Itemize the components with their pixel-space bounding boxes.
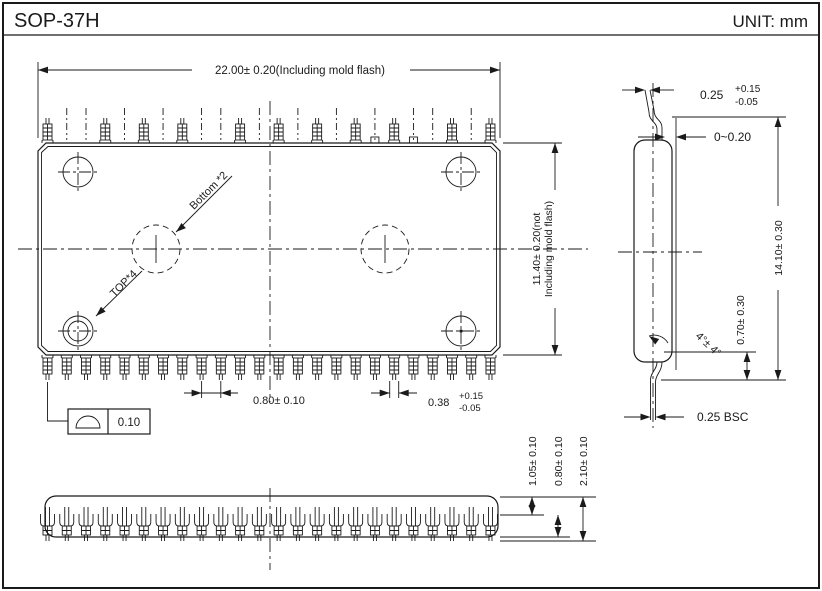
dim-text-front-overall: 2.10± 0.10 (578, 436, 590, 486)
lead (195, 507, 209, 541)
lead (387, 507, 401, 541)
pin (177, 355, 188, 380)
dim-text-front-upper: 1.05± 0.10 (527, 436, 539, 486)
dim-lead-angle (647, 330, 723, 359)
dim-lead-pitch (184, 381, 305, 407)
dim-text-lead-thickness-plus: +0.15 (735, 84, 761, 95)
pin (138, 118, 149, 143)
pin (138, 355, 149, 380)
pins-top-row (42, 108, 496, 143)
pin (177, 118, 188, 143)
pin (158, 355, 169, 380)
pin (350, 355, 361, 380)
pin (81, 355, 92, 380)
pin (312, 355, 323, 380)
lead (214, 507, 228, 541)
lead (156, 507, 170, 541)
pin (331, 355, 342, 380)
pin (408, 355, 419, 380)
lead (406, 507, 420, 541)
lead (98, 507, 112, 541)
pin (446, 355, 457, 380)
lead (329, 507, 343, 541)
lead (137, 507, 151, 541)
lead (349, 507, 363, 541)
lead (252, 507, 266, 541)
bottom-lead-outer (656, 362, 663, 420)
lead (175, 507, 189, 541)
pin (100, 118, 111, 143)
pin (196, 355, 207, 380)
lead (426, 507, 440, 541)
lead (291, 507, 305, 541)
dim-text-lead-width: 0.38 (428, 397, 450, 409)
pin (427, 355, 438, 380)
dim-text-overall-width: 22.00± 0.20(Including mold flash) (215, 65, 385, 77)
dim-lead-tip (624, 410, 749, 424)
dim-lead-width (371, 381, 483, 414)
lead (60, 507, 74, 541)
dim-text-lead-angle: 4°± 4° (692, 330, 724, 360)
front-view (41, 436, 597, 570)
lead (233, 507, 247, 541)
pin (466, 355, 477, 380)
top-view (18, 62, 588, 434)
bottom-lead-inner (651, 362, 658, 420)
pin (369, 355, 380, 380)
dim-text-foot-length: 0.70± 0.30 (735, 295, 747, 345)
pin (61, 355, 72, 380)
label-bottom-mark: Bottom *2 (187, 169, 231, 213)
dim-text-body-height-2: Including mold flash) (543, 200, 555, 298)
surface-profile-icon (76, 416, 100, 428)
dim-text-lead-thickness: 0.25 (700, 88, 724, 102)
lead (310, 507, 324, 541)
sheet-border (3, 3, 819, 588)
lead (368, 507, 382, 541)
title-block (3, 3, 819, 588)
pin (389, 118, 400, 143)
dim-text-standoff: 0~0.20 (714, 130, 752, 144)
lead (118, 507, 132, 541)
pin (215, 355, 226, 380)
flatness-value: 0.10 (117, 417, 141, 429)
lead (464, 507, 478, 541)
dim-overall-width (38, 62, 500, 138)
pin (42, 118, 53, 143)
pin (273, 118, 284, 143)
pin (235, 355, 246, 380)
corner-mark-top-right (441, 152, 481, 192)
pin (119, 355, 130, 380)
pin (485, 355, 496, 380)
dim-text-front-lower: 0.80± 0.10 (553, 436, 565, 486)
dim-lead-thickness (622, 84, 761, 108)
unit-label: UNIT: mm (732, 12, 808, 31)
lead (272, 507, 286, 541)
label-top-mark: TOP*4 (108, 268, 140, 300)
pin (254, 355, 265, 380)
dim-standoff (638, 130, 751, 144)
pin (485, 118, 496, 143)
pin (292, 355, 303, 380)
lead (445, 507, 459, 541)
pin (273, 355, 284, 380)
pin (350, 118, 361, 143)
dim-text-lead-tip: 0.25 BSC (697, 410, 749, 424)
top-lead-outer (650, 90, 662, 140)
dim-text-overall-height: 14.10± 0.30 (773, 220, 785, 276)
dim-text-body-height-1: 11.40± 0.20(not (531, 212, 543, 286)
pins-bottom-row (42, 355, 496, 380)
dim-text-lead-thickness-minus: -0.05 (735, 97, 758, 108)
corner-mark-top-left (58, 152, 98, 192)
corner-mark-bottom-right (441, 311, 481, 351)
pin (42, 355, 53, 380)
dim-overall-height (661, 117, 786, 380)
leader-bottom-mark (174, 170, 232, 235)
lead (79, 507, 93, 541)
pin (235, 118, 246, 143)
pin (312, 118, 323, 143)
leader-top-mark (94, 268, 142, 318)
flatness-control-frame (48, 382, 151, 434)
drawing-title: SOP-37H (14, 10, 100, 32)
front-leads-row (41, 507, 498, 541)
pin (100, 355, 111, 380)
side-view (618, 83, 786, 428)
dim-front-heights (500, 436, 596, 541)
pin (389, 355, 400, 380)
dim-text-lead-width-plus: +0.15 (459, 391, 484, 402)
pin (446, 118, 457, 143)
corner-mark-bottom-left (58, 311, 98, 351)
dim-text-lead-pitch: 0.80± 0.10 (253, 395, 305, 407)
dim-text-lead-width-minus: -0.05 (459, 403, 481, 414)
